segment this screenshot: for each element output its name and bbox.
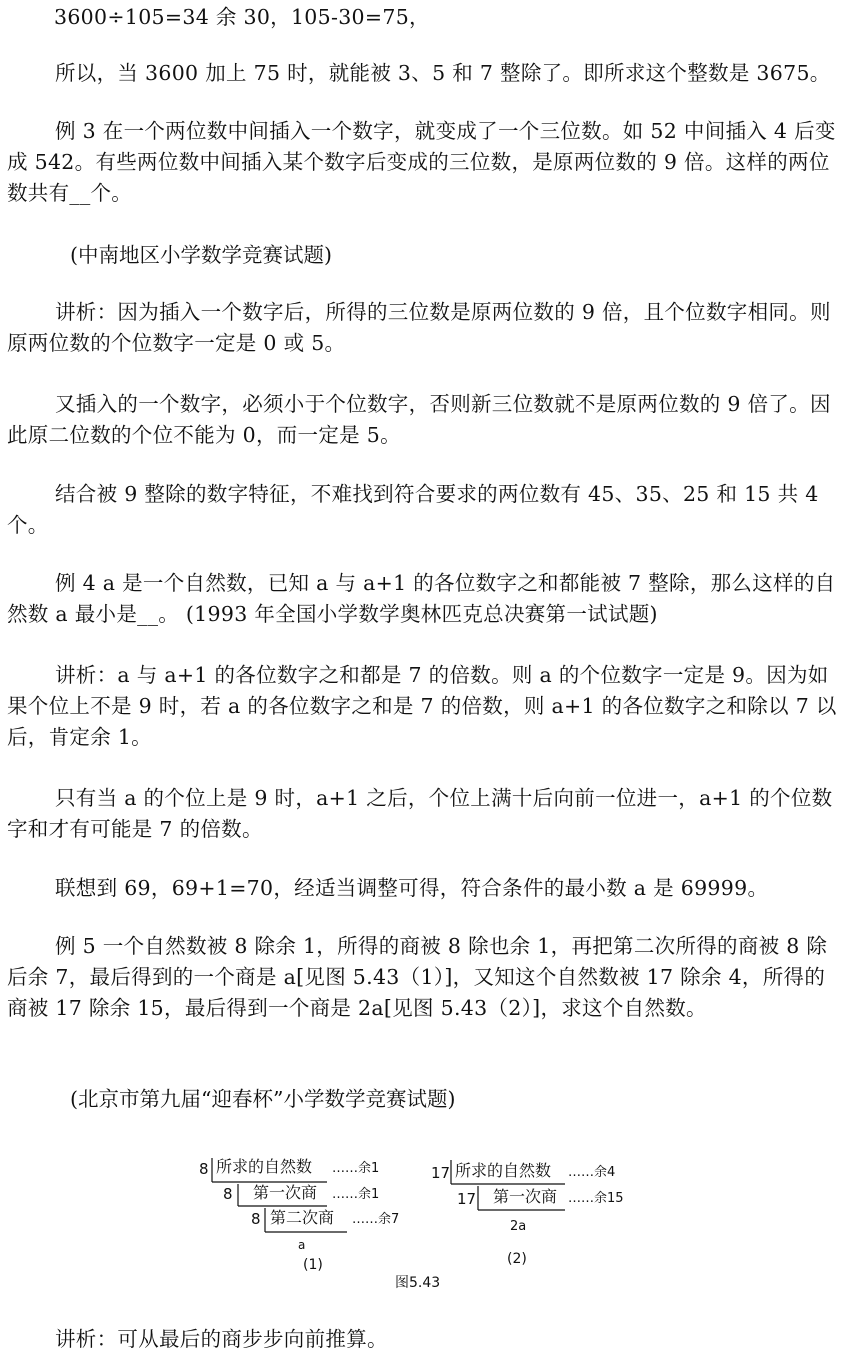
paragraph-example-3: 例 3 在一个两位数中间插入一个数字，就变成了一个三位数。如 52 中间插入 4 后变成 542。有些两位数中间插入某个数字后变成的三位数，是原两位数的 9 倍。这样的两位数共有__个。	[7, 119, 836, 205]
paragraph-example-4: 例 4 a 是一个自然数，已知 a 与 a+1 的各位数字之和都能被 7 整除，那么这样的自然数 a 最小是__。 (1993 年全国小学数学奥林匹克总决赛第一试试题)	[7, 571, 836, 626]
dividend-label: 所求的自然数	[455, 1161, 552, 1180]
divisor-label: 8	[199, 1160, 209, 1178]
paragraph-analysis-1: 讲析：因为插入一个数字后，所得的三位数是原两位数的 9 倍，且个位数字相同。则原两位数的个位数字一定是 0 或 5。	[7, 300, 831, 355]
divisor-label: 17	[431, 1164, 451, 1182]
remainder-label: ……余4	[568, 1165, 616, 1180]
paragraph-analysis-3: 结合被 9 整除的数字特征，不难找到符合要求的两位数有 45、35、25 和 15 共 4 个。	[7, 482, 819, 537]
figure-caption: (1)	[303, 1257, 323, 1273]
paragraph-conclusion: 所以，当 3600 加上 75 时，就能被 3、5 和 7 整除了。即所求这个整数是 3675。	[55, 61, 831, 85]
paragraph-analysis-5: 只有当 a 的个位上是 9 时，a+1 之后，个位上满十后向前一位进一，a+1 的个位数字和才有可能是 7 的倍数。	[7, 786, 833, 841]
divisor-label: 8	[251, 1210, 261, 1228]
paragraph-analysis-2: 又插入的一个数字，必须小于个位数字，否则新三位数就不是原两位数的 9 倍了。因此原二位数的个位不能为 0，而一定是 5。	[7, 392, 831, 447]
remainder-label: ……余15	[568, 1191, 624, 1206]
figure-title: 图5.43	[395, 1275, 441, 1291]
divisor-label: 8	[223, 1185, 233, 1203]
final-quotient: 2a	[510, 1219, 527, 1234]
dividend-label: 所求的自然数	[216, 1157, 313, 1176]
remainder-label: ……余1	[332, 1161, 380, 1176]
remainder-label: ……余1	[332, 1187, 380, 1202]
divisor-label: 17	[457, 1190, 477, 1208]
remainder-label: ……余7	[352, 1212, 400, 1227]
source-note-1: (中南地区小学数学竞赛试题)	[70, 243, 332, 267]
paragraph-analysis-7: 讲析：可从最后的商步步向前推算。	[55, 1327, 388, 1351]
quotient-row-label: 第一次商	[253, 1183, 318, 1202]
quotient-row-label: 第二次商	[270, 1208, 335, 1227]
paragraph-calc: 3600÷105=34 余 30，105-30=75，	[54, 5, 430, 29]
paragraph-example-5: 例 5 一个自然数被 8 除余 1，所得的商被 8 除也余 1，再把第二次所得的商被 8 除后余 7，最后得到的一个商是 a[见图 5.43（1）]，又知这个自然数被 17 除余 4，所得的商被 17 除余 15，最后得到一个商是 2a[见图 5.43（2）]，求这个自然数。	[7, 934, 828, 1020]
paragraph-analysis-4: 讲析：a 与 a+1 的各位数字之和都是 7 的倍数。则 a 的个位数字一定是 9。因为如果个位上不是 9 时，若 a 的各位数字之和是 7 的倍数，则 a+1 的各位数字之和除以 7 以后，肯定余 1。	[7, 663, 837, 749]
figure-caption: (2)	[507, 1251, 527, 1267]
final-quotient: a	[298, 1238, 306, 1252]
quotient-row-label: 第一次商	[493, 1187, 558, 1206]
paragraph-analysis-6: 联想到 69，69+1=70，经适当调整可得，符合条件的最小数 a 是 69999。	[55, 876, 769, 900]
division-figure	[195, 1150, 655, 1300]
source-note-2: (北京市第九届“迎春杯”小学数学竞赛试题)	[70, 1087, 456, 1111]
